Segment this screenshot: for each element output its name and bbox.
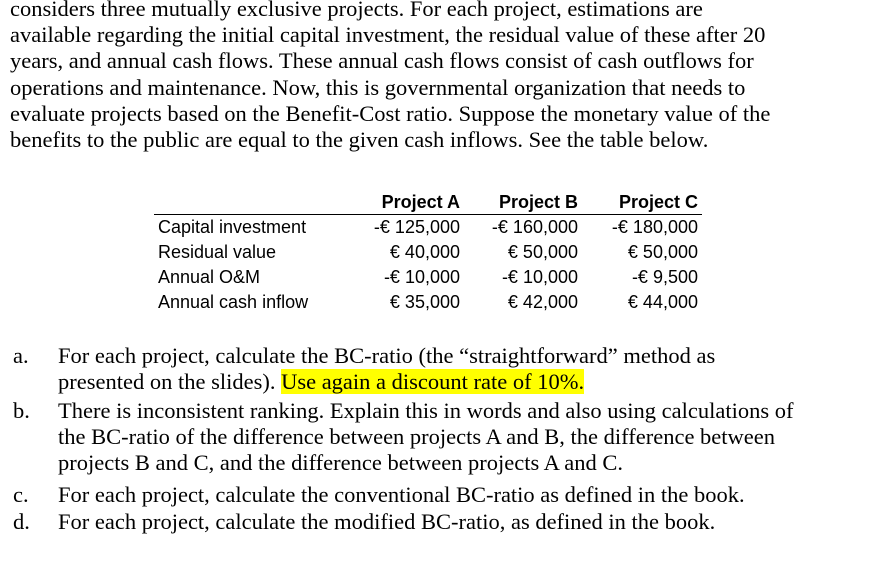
- table-cell: -€ 9,500: [631, 267, 698, 287]
- question-marker: a.: [13, 343, 29, 368]
- table-cell: € 40,000: [389, 242, 460, 262]
- question-text: [58, 509, 858, 535]
- row-label: Capital investment: [158, 217, 307, 237]
- column-header-project-a: Project A: [381, 192, 460, 212]
- question-line: the BC-ratio of the difference between projects A and B, the difference between: [58, 424, 776, 450]
- table-cell: € 35,000: [389, 292, 460, 312]
- question-line: [58, 369, 858, 395]
- table-cell: -€ 10,000: [501, 267, 578, 287]
- table-cell: -€ 125,000: [373, 217, 460, 237]
- table-cell: € 42,000: [507, 292, 578, 312]
- question-line: For each project, calculate the BC-ratio (the “straightforward” method as: [58, 343, 716, 368]
- intro-line: operations and maintenance. Now, this is governmental organization that needs to: [10, 74, 746, 100]
- column-header-project-b: Project B: [498, 192, 578, 212]
- row-label: Residual value: [158, 242, 277, 262]
- question-text: [58, 398, 858, 477]
- intro-line: years, and annual cash flows. These annual cash flows consist of cash outflows for: [10, 48, 754, 74]
- table-cell: -€ 180,000: [611, 217, 698, 237]
- row-label: Annual cash inflow: [158, 292, 309, 312]
- question-line-text: presented on the slides).: [58, 369, 282, 395]
- intro-paragraph: [10, 0, 865, 153]
- table-cell: -€ 10,000: [383, 267, 460, 287]
- table-cell: € 44,000: [627, 292, 698, 312]
- question-line: For each project, calculate the conventional BC-ratio as defined in the book.: [58, 482, 745, 507]
- intro-line: evaluate projects based on the Benefit-Cost ratio. Suppose the monetary value of the: [10, 100, 771, 126]
- question-text: [58, 343, 858, 395]
- intro-line: considers three mutually exclusive projects. For each project, estimations are: [10, 0, 703, 21]
- column-header-project-c: Project C: [618, 192, 698, 212]
- question-line: For each project, calculate the modified BC-ratio, as defined in the book.: [58, 509, 716, 534]
- header-divider: [154, 214, 702, 215]
- table-cell: -€ 160,000: [491, 217, 578, 237]
- table-cell: € 50,000: [627, 242, 698, 262]
- intro-line: available regarding the initial capital investment, the residual value of these after 20: [10, 22, 766, 48]
- question-marker: d.: [13, 509, 30, 534]
- question-line: projects B and C, and the difference between projects A and C.: [58, 450, 624, 476]
- question-line: There is inconsistent ranking. Explain this in words and also using calculations of: [58, 398, 794, 423]
- table-cell: € 50,000: [507, 242, 578, 262]
- question-text: [58, 482, 858, 508]
- highlighted-text: Use again a discount rate of 10%.: [281, 369, 585, 395]
- intro-line: benefits to the public are equal to the given cash inflows. See the table below.: [10, 127, 709, 153]
- question-marker: b.: [13, 398, 30, 423]
- row-label: Annual O&M: [158, 267, 261, 287]
- question-marker: c.: [13, 482, 29, 507]
